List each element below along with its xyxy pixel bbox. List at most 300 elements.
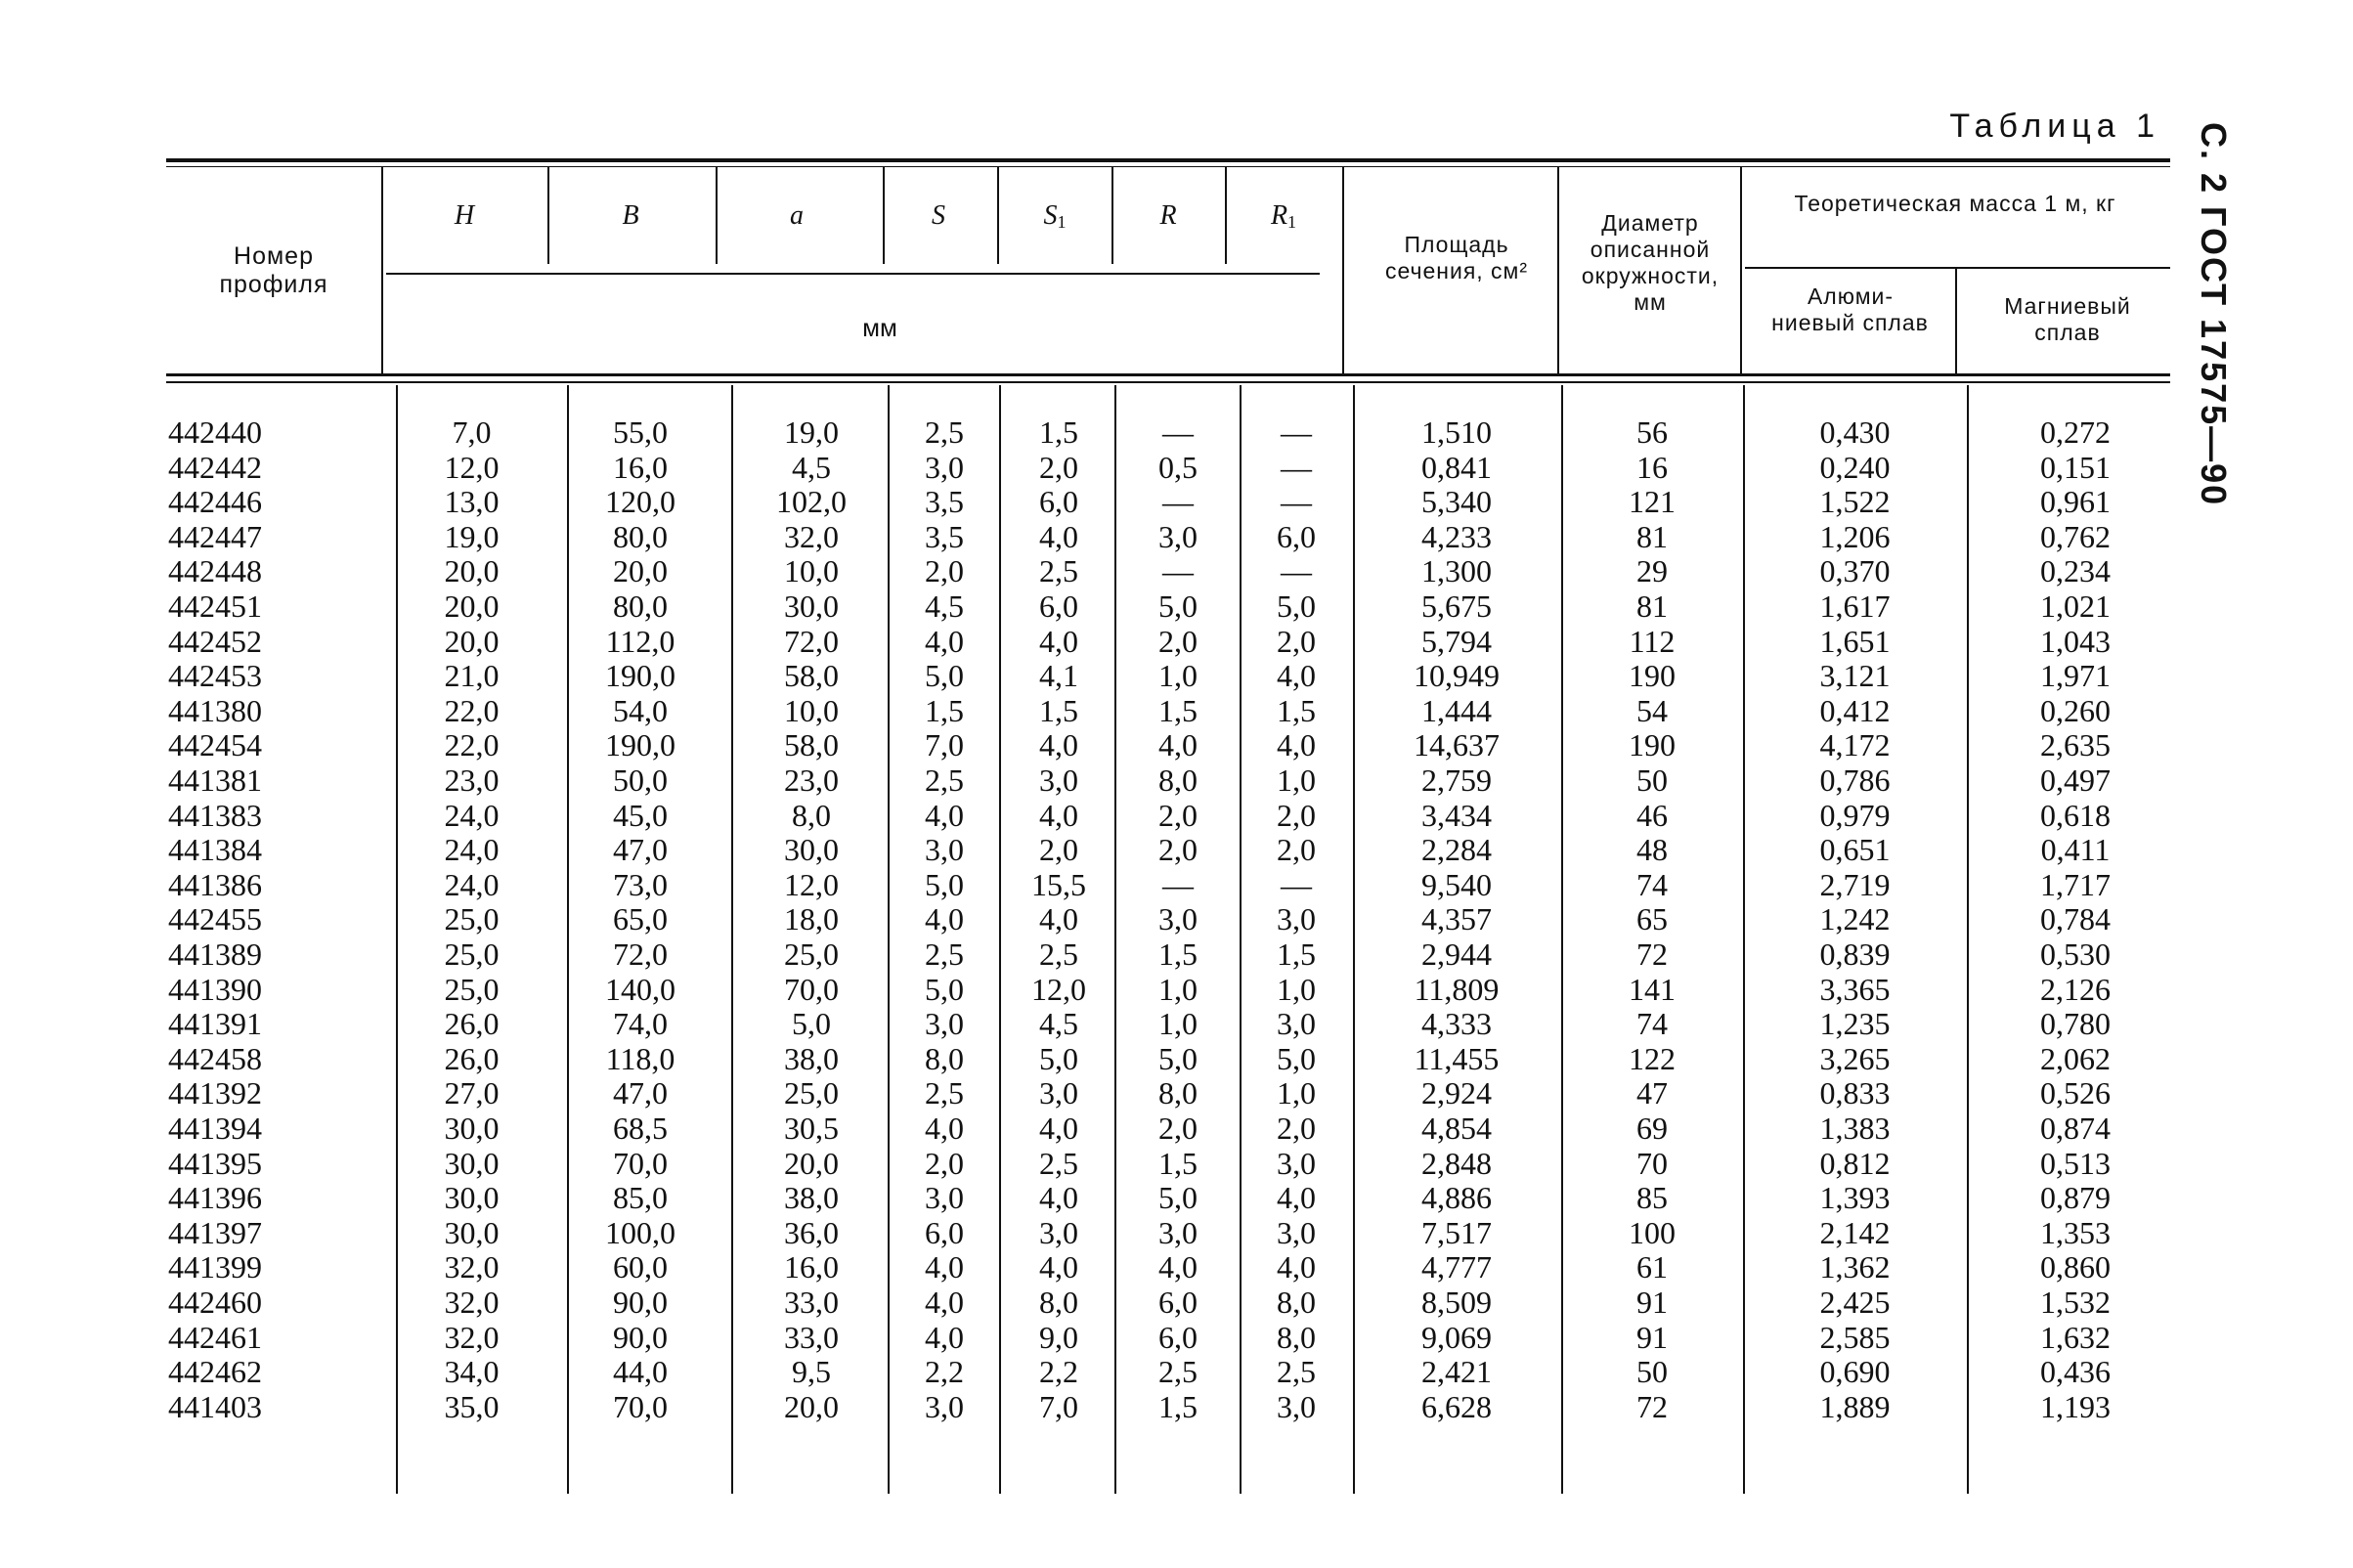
cell-a: 19,0: [784, 414, 839, 450]
cell-mass-magnesium: 0,272: [2040, 414, 2111, 450]
cell-R1: 1,5: [1277, 692, 1316, 728]
cell-B: 60,0: [613, 1249, 668, 1285]
cell-R1: 1,5: [1277, 936, 1316, 972]
cell-R1: 8,0: [1277, 1319, 1316, 1355]
cell-R: 3,0: [1158, 518, 1198, 554]
cell-diameter: 81: [1636, 588, 1668, 624]
cell-mass-magnesium: 1,193: [2040, 1388, 2111, 1424]
cell-S1: 2,0: [1039, 832, 1078, 868]
hdr-vline: [381, 166, 383, 373]
cell-profile-number: 442460: [168, 1285, 262, 1320]
cell-mass-magnesium: 1,021: [2040, 588, 2111, 624]
table-row: [0, 1250, 2190, 1285]
cell-R: 1,5: [1158, 692, 1198, 728]
cell-area: 5,675: [1421, 588, 1492, 624]
cell-profile-number: 441389: [168, 936, 262, 972]
cell-S1: 4,0: [1039, 727, 1078, 763]
cell-mass-magnesium: 1,632: [2040, 1319, 2111, 1355]
cell-diameter: 112: [1629, 623, 1676, 659]
cell-mass-magnesium: 0,513: [2040, 1145, 2111, 1181]
cell-B: 112,0: [605, 623, 675, 659]
cell-a: 18,0: [784, 901, 839, 937]
cell-mass-aluminum: 1,651: [1819, 623, 1891, 659]
cell-R: 6,0: [1158, 1319, 1198, 1355]
cell-diameter: 61: [1636, 1249, 1668, 1285]
cell-B: 90,0: [613, 1285, 668, 1320]
cell-S: 5,0: [925, 971, 964, 1007]
top-rule-thin: [166, 166, 2170, 167]
cell-mass-magnesium: 1,971: [2040, 658, 2111, 694]
table-row: [0, 868, 2190, 902]
cell-H: 34,0: [444, 1354, 500, 1390]
cell-mass-aluminum: 1,383: [1819, 1111, 1891, 1146]
cell-profile-number: 441395: [168, 1145, 262, 1181]
cell-B: 68,5: [613, 1111, 668, 1146]
cell-diameter: 91: [1636, 1319, 1668, 1355]
cell-R1: 8,0: [1277, 1285, 1316, 1320]
cell-S: 2,0: [925, 553, 964, 589]
cell-a: 16,0: [784, 1249, 839, 1285]
cell-diameter: 85: [1636, 1180, 1668, 1216]
cell-profile-number: 441390: [168, 971, 262, 1007]
cell-mass-aluminum: 0,812: [1819, 1145, 1891, 1181]
cell-B: 100,0: [605, 1214, 675, 1250]
cell-mass-magnesium: 0,860: [2040, 1249, 2111, 1285]
cell-B: 70,0: [613, 1388, 668, 1424]
cell-R: 2,0: [1158, 832, 1198, 868]
cell-mass-aluminum: 0,651: [1819, 832, 1891, 868]
hdr-vline: [1740, 166, 1742, 373]
cell-R1: 3,0: [1277, 1388, 1316, 1424]
cell-diameter: 47: [1636, 1075, 1668, 1111]
cell-B: 190,0: [605, 658, 675, 694]
cell-R: 3,0: [1158, 901, 1198, 937]
cell-S1: 1,5: [1039, 414, 1078, 450]
cell-area: 9,069: [1421, 1319, 1492, 1355]
cell-R: —: [1162, 414, 1194, 450]
cell-a: 30,5: [784, 1111, 839, 1146]
table-row: [0, 1147, 2190, 1181]
cell-B: 80,0: [613, 588, 668, 624]
cell-S1: 9,0: [1039, 1319, 1078, 1355]
cell-B: 73,0: [613, 866, 668, 902]
cell-profile-number: 442452: [168, 623, 262, 659]
cell-profile-number: 441397: [168, 1214, 262, 1250]
cell-H: 32,0: [444, 1285, 500, 1320]
cell-mass-aluminum: 1,617: [1819, 588, 1891, 624]
cell-profile-number: 442448: [168, 553, 262, 589]
cell-area: 4,233: [1421, 518, 1492, 554]
cell-diameter: 50: [1636, 1354, 1668, 1390]
cell-a: 33,0: [784, 1285, 839, 1320]
cell-profile-number: 441399: [168, 1249, 262, 1285]
cell-B: 47,0: [613, 1075, 668, 1111]
cell-B: 190,0: [605, 727, 675, 763]
cell-R: 0,5: [1158, 449, 1198, 485]
cell-a: 58,0: [784, 658, 839, 694]
cell-R1: 2,0: [1277, 623, 1316, 659]
cell-mass-aluminum: 2,719: [1819, 866, 1891, 902]
cell-H: 19,0: [444, 518, 500, 554]
cell-diameter: 69: [1636, 1111, 1668, 1146]
cell-R1: 5,0: [1277, 1040, 1316, 1076]
table-row: [0, 763, 2190, 798]
cell-S1: 4,0: [1039, 1249, 1078, 1285]
cell-mass-magnesium: 0,780: [2040, 1006, 2111, 1042]
cell-mass-magnesium: 2,635: [2040, 727, 2111, 763]
hdr-vline: [1557, 166, 1559, 373]
header-rule-2: [166, 381, 2170, 383]
cell-diameter: 81: [1636, 518, 1668, 554]
cell-S: 4,0: [925, 1249, 964, 1285]
cell-S: 3,5: [925, 484, 964, 520]
cell-mass-aluminum: 1,242: [1819, 901, 1891, 937]
table-row: [0, 799, 2190, 833]
table-row: [0, 1181, 2190, 1215]
cell-S1: 2,5: [1039, 1145, 1078, 1181]
cell-diameter: 72: [1636, 1388, 1668, 1424]
cell-S1: 4,0: [1039, 901, 1078, 937]
table-row: [0, 1355, 2190, 1389]
cell-mass-magnesium: 1,353: [2040, 1214, 2111, 1250]
cell-R1: —: [1281, 484, 1312, 520]
header-B: B: [622, 200, 639, 231]
cell-B: 20,0: [613, 553, 668, 589]
cell-R1: 3,0: [1277, 1145, 1316, 1181]
table-row: [0, 1111, 2190, 1146]
cell-S1: 3,0: [1039, 1214, 1078, 1250]
header-S1-symbol: S: [1043, 200, 1058, 231]
cell-a: 72,0: [784, 623, 839, 659]
cell-S: 4,0: [925, 1319, 964, 1355]
cell-R1: 3,0: [1277, 1006, 1316, 1042]
cell-R1: —: [1281, 414, 1312, 450]
table-row: [0, 485, 2190, 519]
cell-mass-aluminum: 0,979: [1819, 797, 1891, 833]
cell-H: 21,0: [444, 658, 500, 694]
cell-mass-aluminum: 0,430: [1819, 414, 1891, 450]
cell-H: 22,0: [444, 692, 500, 728]
table-row: [0, 1042, 2190, 1076]
cell-S1: 12,0: [1031, 971, 1086, 1007]
cell-profile-number: 442462: [168, 1354, 262, 1390]
cell-mass-magnesium: 0,874: [2040, 1111, 2111, 1146]
hdr-vline: [1111, 166, 1113, 264]
cell-profile-number: 442454: [168, 727, 262, 763]
cell-mass-magnesium: 0,961: [2040, 484, 2111, 520]
cell-S1: 15,5: [1031, 866, 1086, 902]
cell-R1: 6,0: [1277, 518, 1316, 554]
cell-mass-aluminum: 1,362: [1819, 1249, 1891, 1285]
cell-diameter: 29: [1636, 553, 1668, 589]
cell-S: 8,0: [925, 1040, 964, 1076]
cell-mass-magnesium: 0,234: [2040, 553, 2111, 589]
cell-S1: 1,5: [1039, 692, 1078, 728]
cell-area: 2,421: [1421, 1354, 1492, 1390]
cell-H: 20,0: [444, 553, 500, 589]
cell-R1: 4,0: [1277, 658, 1316, 694]
cell-B: 44,0: [613, 1354, 668, 1390]
cell-S: 7,0: [925, 727, 964, 763]
cell-area: 11,809: [1414, 971, 1500, 1007]
cell-area: 2,944: [1421, 936, 1492, 972]
cell-profile-number: 442446: [168, 484, 262, 520]
table-row: [0, 1076, 2190, 1111]
cell-mass-aluminum: 2,142: [1819, 1214, 1891, 1250]
cell-S: 6,0: [925, 1214, 964, 1250]
cell-S: 3,0: [925, 449, 964, 485]
header-magnesium: Магниевый сплав: [2004, 293, 2131, 345]
cell-mass-magnesium: 2,126: [2040, 971, 2111, 1007]
cell-R1: —: [1281, 866, 1312, 902]
cell-area: 6,628: [1421, 1388, 1492, 1424]
cell-diameter: 190: [1629, 658, 1676, 694]
cell-R1: 4,0: [1277, 727, 1316, 763]
table-row: [0, 1390, 2190, 1424]
cell-profile-number: 442458: [168, 1040, 262, 1076]
table-row: [0, 1216, 2190, 1250]
cell-R: —: [1162, 484, 1194, 520]
cell-mass-aluminum: 0,786: [1819, 762, 1891, 798]
header-R1-subscript: 1: [1287, 212, 1297, 233]
cell-S: 5,0: [925, 658, 964, 694]
cell-profile-number: 441391: [168, 1006, 262, 1042]
cell-R: 4,0: [1158, 727, 1198, 763]
cell-mass-aluminum: 1,206: [1819, 518, 1891, 554]
cell-mass-magnesium: 2,062: [2040, 1040, 2111, 1076]
cell-area: 4,886: [1421, 1180, 1492, 1216]
cell-H: 23,0: [444, 762, 500, 798]
cell-H: 30,0: [444, 1180, 500, 1216]
cell-a: 102,0: [776, 484, 847, 520]
top-rule-thick: [166, 158, 2170, 162]
cell-S: 2,2: [925, 1354, 964, 1390]
cell-S: 3,0: [925, 832, 964, 868]
cell-mass-aluminum: 0,839: [1819, 936, 1891, 972]
table-title: Таблица 1: [1949, 108, 2160, 145]
cell-profile-number: 441384: [168, 832, 262, 868]
cell-S1: 4,0: [1039, 1180, 1078, 1216]
header-rule-1: [166, 373, 2170, 376]
cell-H: 30,0: [444, 1214, 500, 1250]
cell-a: 23,0: [784, 762, 839, 798]
cell-a: 8,0: [792, 797, 831, 833]
cell-area: 4,854: [1421, 1111, 1492, 1146]
cell-H: 35,0: [444, 1388, 500, 1424]
cell-B: 80,0: [613, 518, 668, 554]
cell-diameter: 122: [1629, 1040, 1676, 1076]
cell-R1: 2,0: [1277, 832, 1316, 868]
cell-H: 30,0: [444, 1111, 500, 1146]
cell-mass-magnesium: 0,526: [2040, 1075, 2111, 1111]
cell-a: 25,0: [784, 936, 839, 972]
cell-H: 7,0: [452, 414, 492, 450]
cell-B: 72,0: [613, 936, 668, 972]
cell-mass-aluminum: 1,235: [1819, 1006, 1891, 1042]
cell-R1: 1,0: [1277, 1075, 1316, 1111]
header-R: R: [1159, 200, 1177, 231]
cell-R: 8,0: [1158, 1075, 1198, 1111]
table-row: [0, 520, 2190, 554]
cell-mass-aluminum: 0,240: [1819, 449, 1891, 485]
table-row: [0, 902, 2190, 936]
cell-S: 4,0: [925, 797, 964, 833]
cell-a: 30,0: [784, 832, 839, 868]
cell-S1: 2,5: [1039, 936, 1078, 972]
cell-R: 1,0: [1158, 1006, 1198, 1042]
cell-diameter: 54: [1636, 692, 1668, 728]
header-aluminum: Алюминиевый сплав: [1771, 283, 1929, 335]
cell-B: 65,0: [613, 901, 668, 937]
cell-mass-aluminum: 4,172: [1819, 727, 1891, 763]
cell-mass-aluminum: 3,121: [1819, 658, 1891, 694]
cell-mass-aluminum: 3,265: [1819, 1040, 1891, 1076]
table-row: [0, 589, 2190, 624]
cell-a: 9,5: [792, 1354, 831, 1390]
hdr-vline: [716, 166, 718, 264]
cell-R: 1,5: [1158, 1388, 1198, 1424]
table-row: [0, 554, 2190, 588]
cell-area: 4,357: [1421, 901, 1492, 937]
cell-B: 70,0: [613, 1145, 668, 1181]
cell-area: 5,794: [1421, 623, 1492, 659]
cell-mass-aluminum: 0,370: [1819, 553, 1891, 589]
cell-area: 1,444: [1421, 692, 1492, 728]
cell-diameter: 121: [1629, 484, 1676, 520]
cell-area: 4,333: [1421, 1006, 1492, 1042]
cell-B: 47,0: [613, 832, 668, 868]
cell-area: 0,841: [1421, 449, 1492, 485]
cell-mass-magnesium: 0,151: [2040, 449, 2111, 485]
cell-S: 4,0: [925, 901, 964, 937]
cell-area: 5,340: [1421, 484, 1492, 520]
cell-diameter: 16: [1636, 449, 1668, 485]
cell-S: 2,5: [925, 762, 964, 798]
cell-S: 4,0: [925, 1111, 964, 1146]
cell-a: 20,0: [784, 1388, 839, 1424]
cell-H: 25,0: [444, 971, 500, 1007]
cell-S1: 4,5: [1039, 1006, 1078, 1042]
cell-mass-aluminum: 3,365: [1819, 971, 1891, 1007]
table-row: [0, 937, 2190, 972]
cell-S1: 4,0: [1039, 518, 1078, 554]
cell-area: 2,924: [1421, 1075, 1492, 1111]
cell-mass-aluminum: 2,425: [1819, 1285, 1891, 1320]
hdr-vline: [1955, 269, 1957, 373]
table-row: [0, 728, 2190, 762]
cell-mass-aluminum: 0,412: [1819, 692, 1891, 728]
cell-a: 70,0: [784, 971, 839, 1007]
header-S: S: [932, 200, 945, 231]
cell-a: 12,0: [784, 866, 839, 902]
cell-diameter: 100: [1629, 1214, 1676, 1250]
cell-R1: —: [1281, 553, 1312, 589]
cell-diameter: 91: [1636, 1285, 1668, 1320]
cell-area: 2,848: [1421, 1145, 1492, 1181]
cell-R: 5,0: [1158, 1040, 1198, 1076]
cell-a: 10,0: [784, 692, 839, 728]
cell-B: 45,0: [613, 797, 668, 833]
cell-mass-magnesium: 0,879: [2040, 1180, 2111, 1216]
cell-S: 3,0: [925, 1180, 964, 1216]
cell-mass-magnesium: 1,717: [2040, 866, 2111, 902]
cell-S1: 7,0: [1039, 1388, 1078, 1424]
cell-S1: 5,0: [1039, 1040, 1078, 1076]
cell-B: 54,0: [613, 692, 668, 728]
cell-S: 4,0: [925, 1285, 964, 1320]
table-row: [0, 1007, 2190, 1041]
table-row: [0, 659, 2190, 693]
header-area: Площадь сечения, см²: [1384, 232, 1529, 283]
cell-a: 25,0: [784, 1075, 839, 1111]
cell-S1: 2,0: [1039, 449, 1078, 485]
cell-mass-aluminum: 1,889: [1819, 1388, 1891, 1424]
cell-R1: 2,0: [1277, 797, 1316, 833]
cell-R1: 1,0: [1277, 762, 1316, 798]
cell-diameter: 141: [1629, 971, 1676, 1007]
header-R1-symbol: R: [1270, 200, 1288, 231]
cell-mass-magnesium: 0,784: [2040, 901, 2111, 937]
cell-R: 1,5: [1158, 1145, 1198, 1181]
cell-S1: 4,0: [1039, 797, 1078, 833]
cell-R1: 4,0: [1277, 1180, 1316, 1216]
cell-mass-aluminum: 1,393: [1819, 1180, 1891, 1216]
cell-R: 2,0: [1158, 1111, 1198, 1146]
cell-area: 10,949: [1414, 658, 1500, 694]
cell-mass-magnesium: 1,532: [2040, 1285, 2111, 1320]
cell-a: 33,0: [784, 1319, 839, 1355]
cell-R: 1,0: [1158, 971, 1198, 1007]
table-row: [0, 694, 2190, 728]
cell-a: 10,0: [784, 553, 839, 589]
cell-H: 20,0: [444, 623, 500, 659]
cell-area: 3,434: [1421, 797, 1492, 833]
cell-H: 26,0: [444, 1006, 500, 1042]
cell-R1: 3,0: [1277, 1214, 1316, 1250]
cell-profile-number: 441403: [168, 1388, 262, 1424]
cell-diameter: 74: [1636, 866, 1668, 902]
cell-area: 9,540: [1421, 866, 1492, 902]
cell-B: 50,0: [613, 762, 668, 798]
cell-profile-number: 441396: [168, 1180, 262, 1216]
cell-S1: 2,5: [1039, 553, 1078, 589]
cell-R1: 2,0: [1277, 1111, 1316, 1146]
cell-mass-magnesium: 0,762: [2040, 518, 2111, 554]
hdr-vline: [997, 166, 999, 264]
cell-S: 4,5: [925, 588, 964, 624]
table-row: [0, 1321, 2190, 1355]
cell-S1: 4,0: [1039, 623, 1078, 659]
header-H: H: [454, 200, 475, 231]
cell-S1: 6,0: [1039, 484, 1078, 520]
cell-profile-number: 442447: [168, 518, 262, 554]
cell-B: 16,0: [613, 449, 668, 485]
table-row: [0, 625, 2190, 659]
table-row: [0, 1285, 2190, 1320]
page-side-label: С. 2 ГОСТ 17575—90: [2194, 122, 2234, 507]
cell-S1: 3,0: [1039, 762, 1078, 798]
cell-mass-magnesium: 1,043: [2040, 623, 2111, 659]
cell-mass-magnesium: 0,530: [2040, 936, 2111, 972]
cell-area: 11,455: [1414, 1040, 1500, 1076]
header-diameter: Диаметр описанной окружности, мм: [1581, 210, 1720, 315]
cell-R: 1,5: [1158, 936, 1198, 972]
header-profile-number: Номер профиля: [219, 242, 328, 298]
cell-profile-number: 442451: [168, 588, 262, 624]
cell-H: 24,0: [444, 797, 500, 833]
cell-H: 32,0: [444, 1319, 500, 1355]
cell-H: 20,0: [444, 588, 500, 624]
